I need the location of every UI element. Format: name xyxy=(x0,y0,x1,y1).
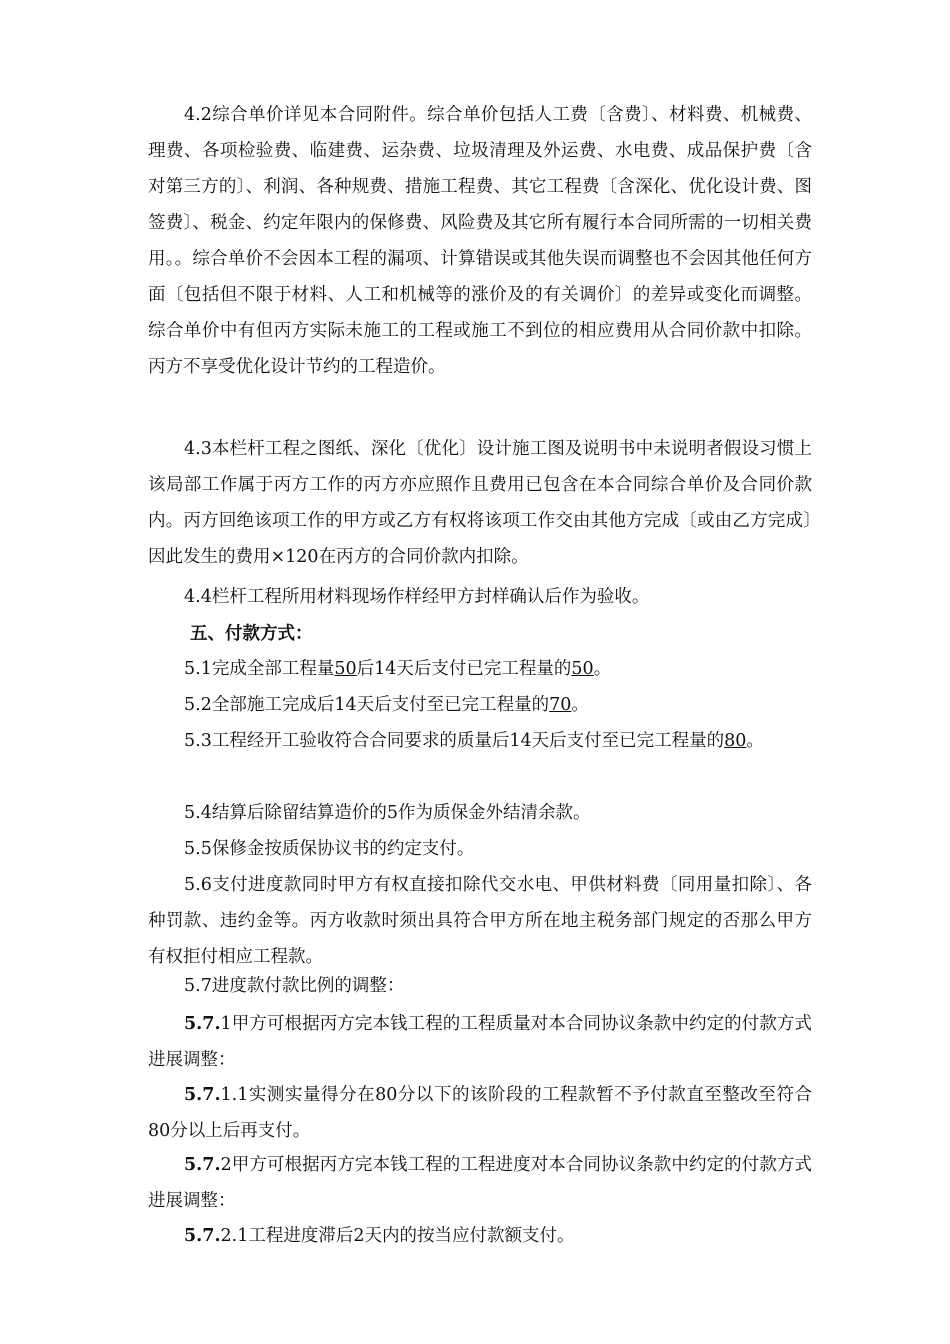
clause-5-3-text-b: 。 xyxy=(746,731,764,751)
clause-4-2: 4.2综合单价详见本合同附件。综合单价包括人工费〔含费〕、材料费、机械费、理费、各项检验费、临建费、运杂费、垃圾清理及外运费、水电费、成品保护费〔含对第三方的〕、利润、各种规费、措施工程费、其它工程费〔含深化、优化设计费、图签费〕、税金、约定年限内的保修费、风险费及其它所有履行本合同所需的一切相关费用。。综合单价不会因本工程的漏项、计算错误或其他失误而调整也不会因其他任何方面〔包括但不限于材料、人工和机械等的涨价及的有关调价〕的差异或变化而调整。综合单价中有但丙方实际未施工的工程或施工不到位的相应费用从合同价款中扣除。丙方不享受优化设计节约的工程造价。 xyxy=(148,105,812,377)
clause-5-4: 5.4结算后除留结算造价的5作为质保金外结清余款。 xyxy=(184,803,591,823)
section-5-heading: 五、付款方式： xyxy=(190,624,313,644)
clause-5-7-1-1-number: 5.7. xyxy=(184,1085,221,1105)
clause-5-2 xyxy=(148,687,812,723)
clause-5-2-value: 70 xyxy=(549,695,572,715)
clause-5-7-2-1-text: 2.1工程进度滞后2天内的按当应付款额支付。 xyxy=(220,1226,575,1246)
clause-5-1-value-b: 50 xyxy=(571,659,594,679)
clause-4-3: 4.3本栏杆工程之图纸、深化〔优化〕设计施工图及说明书中未说明者假设习惯上该局部工作属于丙方工作的丙方亦应照作且费用已包含在本合同综合单价及合同价款内。丙方回绝该项工作的甲方或乙方有权将该项工作交由其他方完成〔或由乙方完成〕因此发生的费用×120在丙方的合同价款内扣除。 xyxy=(148,439,812,567)
clause-5-5: 5.5保修金按质保协议书的约定支付。 xyxy=(184,839,475,859)
clause-5-7-1-1-text: 1.1实测实量得分在80分以下的该阶段的工程款暂不予付款直至整改至符合80分以上后再支付。 xyxy=(148,1085,812,1141)
clause-5-7-2-number: 5.7. xyxy=(184,1155,221,1175)
clause-5-1 xyxy=(148,651,812,687)
clause-5-1-text-c: 。 xyxy=(593,659,612,679)
clause-5-3 xyxy=(148,723,812,759)
clause-5-7: 5.7进度款付款比例的调整： xyxy=(184,976,405,996)
clause-5-3-text-a: 5.3工程经开工验收符合合同要求的质量后14天后支付至已完工程量的 xyxy=(184,731,725,751)
clause-5-2-text-b: 。 xyxy=(571,695,589,715)
clause-5-1-text-a: 5.1完成全部工程量 xyxy=(184,659,335,679)
clause-5-7-1 xyxy=(148,1006,812,1078)
clause-5-7-2-text: 2甲方可根据丙方完本钱工程的工程进度对本合同协议条款中约定的付款方式进展调整： xyxy=(148,1155,812,1211)
clause-5-7-2-1 xyxy=(148,1218,812,1254)
clause-5-7-1-text: 1甲方可根据丙方完本钱工程的工程质量对本合同协议条款中约定的付款方式进展调整： xyxy=(148,1014,812,1070)
clause-5-6: 5.6支付进度款同时甲方有权直接扣除代交水电、甲供材料费〔同用量扣除〕、各种罚款、违约金等。丙方收款时须出具符合甲方所在地主税务部门规定的否那么甲方有权拒付相应工程款。 xyxy=(148,875,812,967)
clause-5-3-value: 80 xyxy=(724,731,747,751)
clause-5-1-text-b: 后14天后支付已完工程量的 xyxy=(356,659,572,679)
clause-5-7-2 xyxy=(148,1147,812,1219)
clause-5-7-1-number: 5.7. xyxy=(184,1014,221,1034)
clause-5-2-text-a: 5.2全部施工完成后14天后支付至已完工程量的 xyxy=(184,695,550,715)
clause-5-7-1-1 xyxy=(148,1077,812,1149)
clause-5-1-value-a: 50 xyxy=(334,659,357,679)
clause-4-4: 4.4栏杆工程所用材料现场作样经甲方封样确认后作为验收。 xyxy=(184,587,650,607)
clause-5-7-2-1-number: 5.7. xyxy=(184,1226,221,1246)
